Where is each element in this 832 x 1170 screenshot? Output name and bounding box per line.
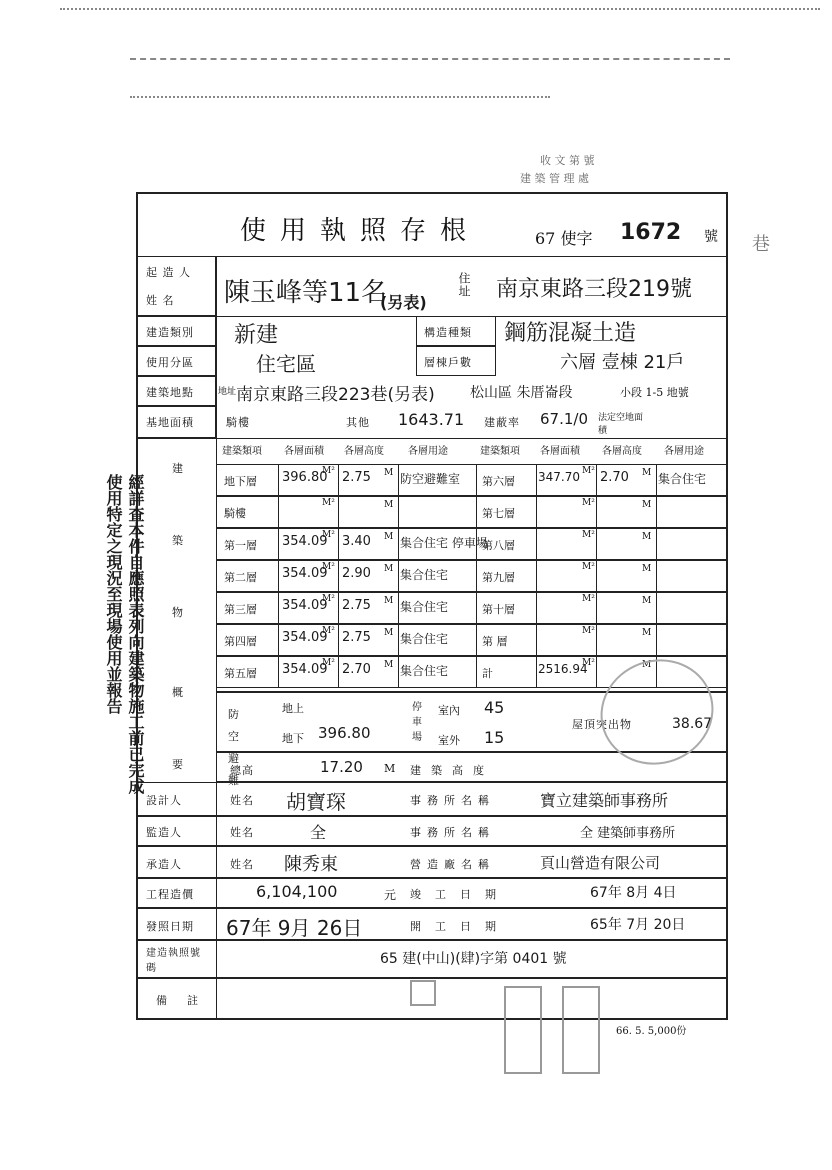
floor-col-divider (536, 624, 537, 656)
floor-use: 集合住宅 (400, 600, 449, 614)
floor-height: 2.70 (600, 470, 629, 485)
floor-col-divider (596, 624, 597, 656)
floor-name: 第十層 (482, 603, 515, 616)
floor-side-label-3: 物 (172, 606, 184, 619)
floor-col-divider (338, 528, 339, 560)
permit-value: 65 建(中山)(肆)字第 0401 號 (380, 951, 567, 967)
floor-col-divider (596, 592, 597, 624)
license-suffix: 號 (704, 229, 718, 245)
floor-name: 第五層 (224, 667, 257, 680)
site-section: 松山區 朱厝崙段 (470, 385, 573, 401)
floor-header-left-1: 建築類項 (222, 446, 262, 457)
floor-area: 396.80 (282, 470, 328, 485)
complete-value: 67年 8月 4日 (590, 885, 677, 901)
floor-height: 2.75 (342, 598, 371, 613)
floor-col-divider (398, 496, 399, 528)
floor-area: 354.09 (282, 566, 328, 581)
floor-col-divider (656, 560, 657, 592)
parking-label: 停車場 (412, 702, 423, 743)
remarks-label: 備註 (156, 994, 218, 1007)
floor-col-divider (476, 464, 477, 496)
designer-name: 胡寶琛 (286, 790, 346, 814)
floor-area-unit: M² (322, 498, 335, 508)
floor-col-divider (278, 560, 279, 592)
builder-label-1: 起 造 人 (146, 266, 191, 279)
total-height-label: 總高 (230, 764, 254, 777)
floor-area-unit: M² (322, 562, 335, 572)
floor-name: 第九層 (482, 571, 515, 584)
floor-col-divider (656, 592, 657, 624)
floor-name: 第一層 (224, 539, 257, 552)
floor-name: 第三層 (224, 603, 257, 616)
zone-label: 使用分區 (146, 356, 194, 369)
floor-height: 3.40 (342, 534, 371, 549)
struct-value: 鋼筋混凝土造 (504, 321, 637, 346)
floor-col-divider (536, 592, 537, 624)
floor-col-divider (476, 624, 477, 656)
floor-area-unit: M² (582, 658, 595, 668)
floor-area: 354.09 (282, 630, 328, 645)
seal-stamp-2 (504, 986, 542, 1074)
floor-col-divider (476, 656, 477, 688)
floor-header-left-2: 各層面積 (284, 446, 324, 457)
site-value: 南京東路三段223巷(另表) (236, 385, 435, 405)
floor-name: 第 層 (482, 635, 508, 648)
floor-area: 354.09 (282, 662, 328, 677)
floor-area-unit: M² (322, 530, 335, 540)
floor-area-unit: M² (582, 594, 595, 604)
floor-height-unit: M (642, 628, 652, 638)
supervisor-name: 全 (310, 823, 327, 842)
floor-area-unit: M² (322, 626, 335, 636)
coverage-value: 67.1/0 (540, 410, 588, 428)
floor-height: 2.90 (342, 566, 371, 581)
floor-header-left-4: 各層用途 (408, 446, 448, 457)
site-prefix: 地址 (218, 387, 237, 397)
floor-col-divider (476, 496, 477, 528)
floor-col-divider (278, 656, 279, 688)
builder-name: 陳玉峰等11名 (224, 278, 388, 308)
roof-label: 屋頂突出物 (572, 718, 632, 731)
floor-use: 集合住宅 停車場 (400, 536, 488, 550)
floor-col-divider (596, 528, 597, 560)
floor-use: 集合住宅 (400, 568, 449, 582)
site-small: 小段 1-5 地號 (620, 386, 689, 399)
print-note: 66. 5. 5,000份 (616, 1026, 687, 1037)
floor-name: 第二層 (224, 571, 257, 584)
cost-label: 工程造價 (146, 888, 194, 901)
header-mark-receipt: 收 文 第 號 (540, 154, 595, 167)
floor-col-divider (656, 496, 657, 528)
floor-col-divider (596, 496, 597, 528)
indoor-value: 45 (484, 698, 505, 717)
floor-col-divider (338, 624, 339, 656)
floor-height-unit: M (642, 564, 652, 574)
type-label: 建造類別 (146, 326, 194, 339)
bldg-height-label: 建築高度 (410, 764, 494, 777)
floor-col-divider (656, 528, 657, 560)
builder-label-2: 姓 名 (146, 294, 175, 307)
floor-height: 2.75 (342, 470, 371, 485)
address-label: 住址 (457, 272, 471, 298)
floor-col-divider (398, 528, 399, 560)
outdoor-value: 15 (484, 728, 505, 747)
issue-value: 67年 9月 26日 (226, 916, 363, 940)
floor-use: 集合住宅 (400, 664, 449, 678)
floor-side-label-5: 要 (172, 758, 184, 771)
floor-area-unit: M² (322, 466, 335, 476)
scan-noise-right: 巷 (749, 234, 770, 252)
floor-height-unit: M (642, 596, 652, 606)
seal-stamp-4 (410, 980, 436, 1006)
floor-area: 2516.94 (538, 662, 588, 676)
floor-area-unit: M² (582, 562, 595, 572)
floor-height-unit: M (384, 596, 394, 606)
start-label: 開工日期 (410, 920, 510, 933)
floor-name: 地下層 (224, 475, 257, 488)
label-col-divider (216, 256, 217, 1020)
contractor-label: 承造人 (146, 858, 182, 871)
floor-area-unit: M² (582, 530, 595, 540)
floor-col-divider (278, 496, 279, 528)
floor-area-unit: M² (582, 626, 595, 636)
floor-use: 集合住宅 (658, 472, 707, 486)
area-label: 基地面積 (146, 416, 194, 429)
floor-area-unit: M² (322, 658, 335, 668)
coverage-label: 建蔽率 (484, 416, 520, 429)
floor-col-divider (596, 464, 597, 496)
floor-col-divider (338, 656, 339, 688)
issue-label: 發照日期 (146, 920, 194, 933)
cost-value: 6,104,100 (256, 882, 338, 901)
supervisor-office-label: 事務所名稱 (410, 826, 495, 839)
floor-side-label-2: 築 (172, 534, 184, 547)
floor-name: 計 (482, 667, 493, 680)
area-other-value: 1643.71 (398, 410, 465, 429)
floor-col-divider (596, 560, 597, 592)
form-title: 使用執照存根 (240, 216, 481, 246)
floor-col-divider (278, 592, 279, 624)
legal-area: 法定空地面積 (598, 413, 644, 436)
floor-name: 第六層 (482, 475, 515, 488)
floor-header-right-1: 建築類項 (480, 446, 520, 457)
floor-col-divider (398, 592, 399, 624)
area-arcade: 騎樓 (226, 416, 250, 429)
supervisor-label: 監造人 (146, 826, 182, 839)
floor-name: 第七層 (482, 507, 515, 520)
floor-col-divider (398, 656, 399, 688)
type-label-cell (136, 316, 216, 346)
designer-office: 寶立建築師事務所 (540, 791, 669, 810)
side-note: 經詳查本件自應照表列向建築物施工前已完成 使用特定之現況至現場使用並報告 (104, 474, 145, 794)
outdoor-label: 室外 (438, 734, 460, 747)
contractor-firm: 頁山營造有限公司 (540, 854, 661, 872)
designer-label: 設計人 (146, 794, 182, 807)
floor-height-unit: M (384, 532, 394, 542)
floor-col-divider (278, 624, 279, 656)
complete-label: 竣工日期 (410, 888, 510, 901)
floor-area: 354.09 (282, 534, 328, 549)
builder-note: (另表) (380, 293, 427, 312)
zone-value: 住宅區 (256, 352, 316, 376)
floor-col-divider (536, 528, 537, 560)
floor-height: 2.75 (342, 630, 371, 645)
permit-label: 建造執照號碼 (146, 948, 201, 974)
total-height-unit: M (384, 762, 396, 775)
units-label: 層棟戶數 (424, 356, 472, 369)
scan-noise-line-2 (130, 58, 730, 60)
scan-noise-top (60, 8, 820, 10)
floor-col-divider (338, 464, 339, 496)
seal-stamp-3 (562, 986, 600, 1074)
shelter-below: 地下 (282, 732, 304, 745)
floor-col-divider (656, 464, 657, 496)
header-mark-office: 建 築 管 理 處 (520, 172, 589, 185)
floor-side-label-4: 概 (172, 686, 184, 699)
floor-header-right-4: 各層用途 (664, 446, 704, 457)
floor-col-divider (536, 560, 537, 592)
site-label: 建築地點 (146, 386, 194, 399)
floor-col-divider (398, 560, 399, 592)
scan-noise-line-3 (130, 96, 550, 98)
floor-height-unit: M (384, 660, 394, 670)
floor-height-unit: M (642, 532, 652, 542)
license-prefix: 67 使字 (535, 229, 593, 248)
cost-unit: 元 (384, 888, 397, 902)
floor-col-divider (338, 560, 339, 592)
floor-col-divider (398, 464, 399, 496)
floor-area-unit: M² (582, 498, 595, 508)
units-value: 六層 壹棟 21戶 (560, 352, 685, 373)
floor-height-unit: M (384, 468, 394, 478)
floor-col-divider (476, 592, 477, 624)
floor-height-unit: M (384, 564, 394, 574)
area-other: 其他 (346, 416, 370, 429)
floor-height-unit: M (642, 660, 652, 670)
floor-col-divider (278, 464, 279, 496)
floor-height-unit: M (642, 500, 652, 510)
floor-height-unit: M (384, 628, 394, 638)
floor-area: 354.09 (282, 598, 328, 613)
floor-col-divider (278, 528, 279, 560)
designer-name-label: 姓名 (230, 794, 254, 807)
floor-col-divider (476, 560, 477, 592)
floor-height-unit: M (384, 500, 394, 510)
total-height-value: 17.20 (320, 758, 363, 776)
floor-col-divider (536, 464, 537, 496)
contractor-name: 陳秀東 (284, 854, 338, 875)
floor-side-label-1: 建 (172, 462, 184, 475)
struct-label: 構造種類 (424, 326, 472, 339)
floor-col-divider (536, 656, 537, 688)
floor-height-unit: M (642, 468, 652, 478)
contractor-firm-label: 營造廠名稱 (410, 858, 495, 871)
floor-name: 第八層 (482, 539, 515, 552)
floor-area-unit: M² (322, 594, 335, 604)
floor-header-right-3: 各層高度 (602, 446, 642, 457)
floor-col-divider (338, 592, 339, 624)
floor-col-divider (398, 624, 399, 656)
floor-name: 第四層 (224, 635, 257, 648)
floor-height: 2.70 (342, 662, 371, 677)
floor-name: 騎樓 (224, 507, 246, 520)
shelter-above: 地上 (282, 702, 304, 715)
title-row-bottom (136, 256, 728, 257)
start-value: 65年 7月 20日 (590, 917, 686, 933)
floor-col-divider (656, 624, 657, 656)
type-value: 新建 (234, 323, 279, 348)
shelter-label: 防空避難 (228, 708, 240, 787)
floor-area: 347.70 (538, 470, 580, 484)
floor-area-unit: M² (582, 466, 595, 476)
supervisor-name-label: 姓名 (230, 826, 254, 839)
supervisor-office: 全 建築師事務所 (580, 826, 676, 841)
floor-col-divider (596, 656, 597, 688)
shelter-below-value: 396.80 (318, 724, 371, 742)
floor-col-divider (338, 496, 339, 528)
floor-use: 防空避難室 (400, 472, 461, 486)
license-number: 1672 (620, 220, 682, 245)
indoor-label: 室內 (438, 704, 460, 717)
floor-col-divider (536, 496, 537, 528)
designer-office-label: 事務所名稱 (410, 794, 495, 807)
contractor-name-label: 姓名 (230, 858, 254, 871)
floor-header-right-2: 各層面積 (540, 446, 580, 457)
roof-value: 38.67 (672, 716, 713, 732)
floor-use: 集合住宅 (400, 632, 449, 646)
address-value: 南京東路三段219號 (496, 277, 692, 302)
floor-header-left-3: 各層高度 (344, 446, 384, 457)
